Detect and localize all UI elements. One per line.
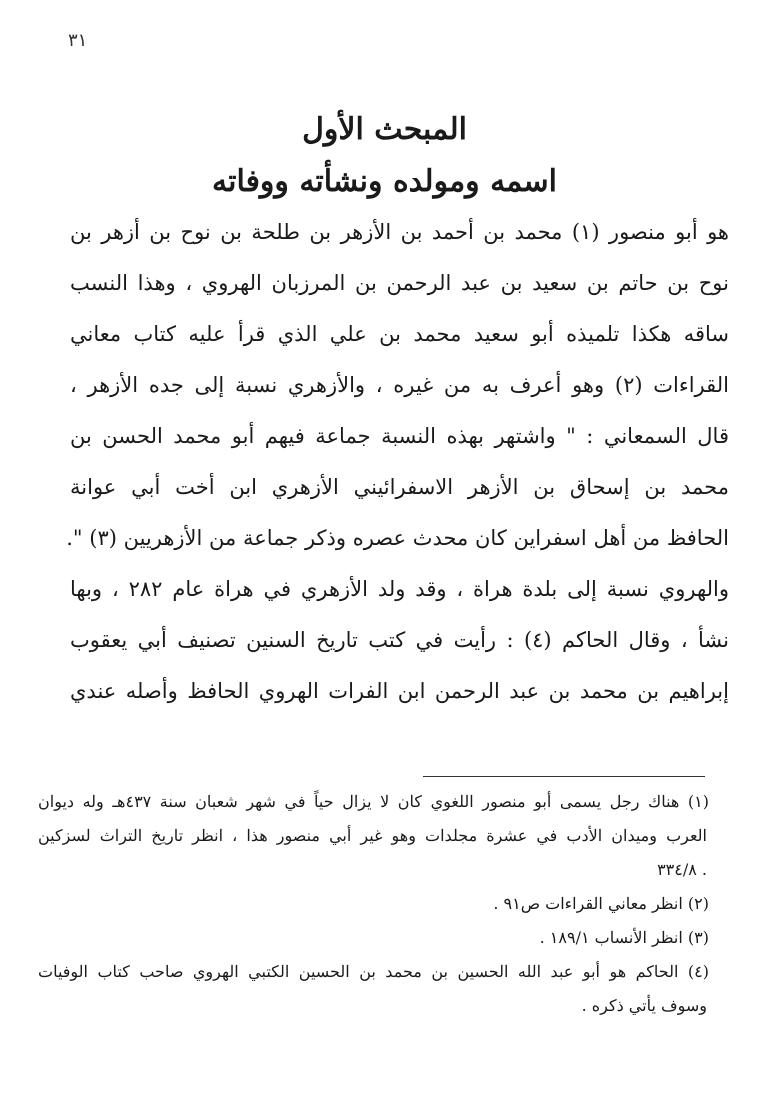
page-number: ٣١ [68, 30, 88, 51]
body-text [66, 212, 730, 722]
footnote-4-line: (٤) الحاكم هو أبو عبد الله الحسين بن محمد بن الحسين الكتبي الهروي صاحب كتاب الوفيات [38, 962, 709, 981]
body-line: محمد بن إسحاق بن الأزهر الاسفرائيني الأزهري ابن أخت أبي عوانة [70, 475, 729, 499]
footnote-1-line: (١) هناك رجل يسمى أبو منصور اللغوي كان لا يزال حياً في شهر شعبان سنة ٤٣٧هـ وله ديوان [38, 792, 709, 811]
body-line: والهروي نسبة إلى بلدة هراة ، وقد ولد الأزهري في هراة عام ٢٨٢ ، وبها [70, 577, 729, 601]
body-line: نوح بن حاتم بن سعيد بن عبد الرحمن بن المرزبان الهروي ، وهذا النسب [70, 271, 729, 295]
footnote-2-line: (٢) انظر معاني القراءات ص٩١ . [493, 894, 709, 913]
footnotes [38, 788, 709, 1026]
body-line: القراءات (٢) وهو أعرف به من غيره ، والأزهري نسبة إلى جده الأزهر ، [70, 373, 730, 397]
body-line: ساقه هكذا تلميذه أبو سعيد محمد بن علي الذي قرأ عليه كتاب معاني [70, 322, 729, 346]
footnote-4-line: وسوف يأتي ذكره . [581, 996, 707, 1015]
footnote-3-line: (٣) انظر الأنساب ١٨٩/١ . [539, 928, 709, 947]
body-line: نشأ ، وقال الحاكم (٤) : رأيت في كتب تاريخ السنين تصنيف أبي يعقوب [70, 628, 729, 652]
footnote-separator [423, 776, 705, 777]
body-line: إبراهيم بن محمد بن عبد الرحمن ابن الفرات الهروي الحافظ وأصله عندي [70, 679, 729, 703]
chapter-heading: المبحث الأول [302, 112, 467, 147]
body-line: الحافظ من أهل اسفراين كان محدث عصره وذكر جماعة من الأزهريين (٣) ". [66, 526, 729, 550]
body-line: هو أبو منصور (١) محمد بن أحمد بن الأزهر بن طلحة بن نوح بن أزهر بن [70, 220, 729, 244]
footnote-1-line: . ٣٣٤/٨ [657, 860, 707, 879]
footnote-1-line: العرب وميدان الأدب في عشرة مجلدات وهو غير أبي منصور هذا ، انظر تاريخ التراث لسزكين [38, 826, 707, 845]
section-heading: اسمه ومولده ونشأته ووفاته [212, 164, 557, 199]
body-line: قال السمعاني : " واشتهر بهذه النسبة جماعة فيهم أبو محمد الحسن بن [70, 424, 729, 448]
